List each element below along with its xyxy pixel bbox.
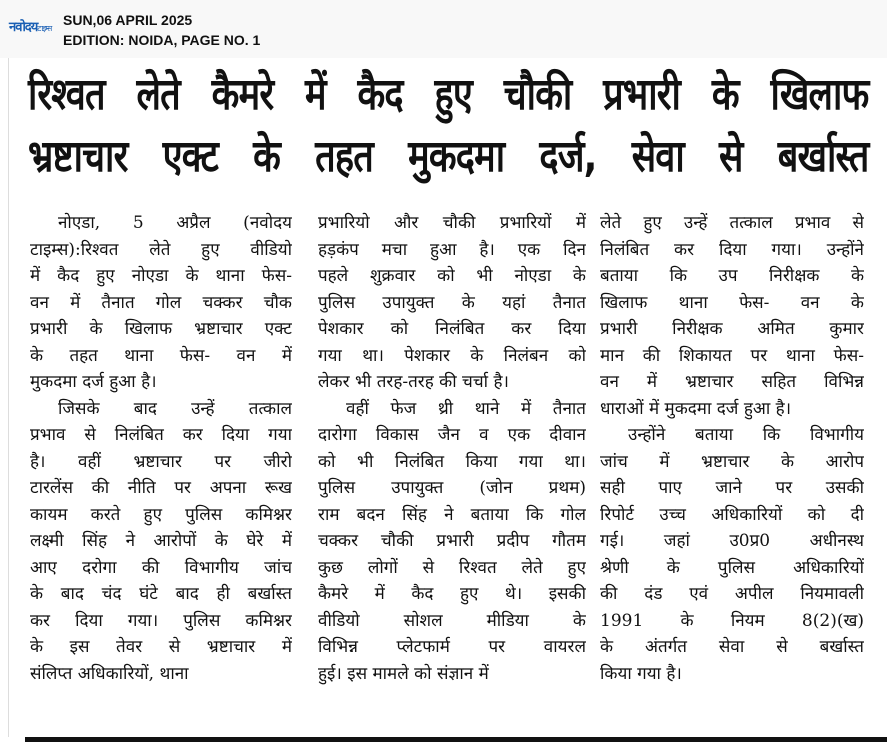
- article-text-line: धाराओं में मुकदमा दर्ज हुआ है।: [600, 398, 792, 419]
- article-text-line: चक्कर चौकी प्रभारी प्रदीप गौतम: [318, 531, 586, 551]
- article-text-line: जिसके बाद उन्हें तत्काल: [58, 398, 292, 419]
- article-text-line: विभिन्न प्लेटफार्म पर वायरल: [318, 637, 586, 657]
- article-text-line: की दंड एवं अपील नियमावली: [600, 584, 864, 604]
- article-text-line: गई। जहां उ0प्र0 अधीनस्थ: [600, 531, 864, 551]
- article-text-line: श्रेणी के पुलिस अधिकारियों: [600, 557, 864, 578]
- bottom-rule: [25, 737, 887, 742]
- article-text-line: रिपोर्ट उच्च अधिकारियों को दी: [600, 504, 864, 525]
- article-column-1: [30, 210, 292, 687]
- article-text-line: उन्होंने बताया कि विभागीय: [628, 425, 864, 445]
- article-text-line: के तहत थाना फेस- वन में: [30, 345, 292, 366]
- article-text-line: दारोगा विकास जैन व एक दीवान: [318, 425, 586, 445]
- article-text-line: के अंतर्गत सेवा से बर्खास्त: [600, 637, 864, 657]
- article-text-line: किया गया है।: [600, 663, 682, 684]
- article-text-line: के इस तेवर से भ्रष्टाचार में: [30, 637, 292, 657]
- article-text-line: गया था। पेशकार के निलंबन को: [318, 345, 586, 366]
- publication-date: SUN,06 APRIL 2025: [63, 12, 193, 28]
- article-text-line: पुलिस उपायुक्त के यहां तैनात: [318, 292, 586, 313]
- article-text-line: मुकदमा दर्ज हुआ है।: [30, 372, 157, 392]
- edition-page: EDITION: NOIDA, PAGE NO. 1: [63, 32, 261, 48]
- article-text-line: पहले शुक्रवार को भी नोएडा के: [318, 266, 586, 286]
- article-text-line: प्रभाव से निलंबित कर दिया गया: [30, 425, 292, 445]
- article-text-line: लेकर भी तरह-तरह की चर्चा है।: [318, 372, 509, 392]
- article-text-line: लक्ष्मी सिंह ने आरोपों के घेरे में: [30, 531, 292, 551]
- headline: [28, 64, 868, 188]
- headline-line-1: रिश्वत लेते कैमरे में कैद हुए चौकी प्रभारी के खिलाफ: [28, 69, 869, 120]
- article-text-line: पुलिस उपायुक्त (जोन प्रथम): [318, 478, 586, 498]
- article-text-line: निलंबित कर दिया गया। उन्होंने: [600, 239, 864, 260]
- article-text-line: टारलेंस की नीति पर अपना रूख: [30, 478, 292, 498]
- article-text-line: प्रभारी के खिलाफ भ्रष्टाचार एक्ट: [30, 319, 292, 339]
- article-text-line: कर दिया गया। पुलिस कमिश्नर: [30, 610, 292, 631]
- article-text-line: हड़कंप मचा हुआ है। एक दिन: [318, 239, 586, 260]
- article-column-3: [600, 210, 864, 687]
- article-text-line: को भी निलंबित किया गया था।: [318, 451, 586, 472]
- edition-info: [63, 10, 260, 50]
- article-text-line: प्रभारी निरीक्षक अमित कुमार: [600, 319, 864, 339]
- article-column-2: [318, 210, 586, 687]
- article-text-line: बताया कि उप निरीक्षक के: [600, 266, 864, 286]
- article-text-line: के बाद चंद घंटे बाद ही बर्खास्त: [30, 584, 292, 604]
- article-text-line: हुई। इस मामले को संज्ञान में: [318, 663, 489, 684]
- article-text-line: में कैद हुए नोएडा के थाना फेस-: [30, 266, 292, 286]
- article-text-line: राम बदन सिंह ने बताया कि गोल: [318, 504, 586, 525]
- article-text-line: सही पाए जाने पर उसकी: [600, 478, 864, 498]
- article-text-line: वीडियो सोशल मीडिया के: [318, 610, 586, 631]
- article-text-line: है। वहीं भ्रष्टाचार पर जीरो: [30, 451, 292, 472]
- article-text-line: संलिप्त अधिकारियों, थाना: [30, 663, 189, 684]
- headline-line-2: भ्रष्टाचार एक्ट के तहत मुकदमा दर्ज, सेवा से बर्खास्त: [28, 131, 869, 182]
- clipping-header: [0, 0, 887, 58]
- article-text-line: वन में भ्रष्टाचार सहित विभिन्न: [600, 372, 864, 392]
- article-text-line: कुछ लोगों से रिश्वत लेते हुए: [318, 557, 586, 578]
- article-text-line: मान की शिकायत पर थाना फेस-: [600, 345, 864, 366]
- article-text-line: वन में तैनात गोल चक्कर चौक: [30, 292, 292, 313]
- article-text-line: कायम करते हुए पुलिस कमिश्नर: [30, 504, 292, 525]
- article-text-line: कैमरे में कैद हुए थे। इसकी: [318, 584, 586, 604]
- article-text-line: जांच में भ्रष्टाचार के आरोप: [600, 451, 864, 472]
- article-text-line: आए दरोगा की विभागीय जांच: [30, 557, 292, 578]
- article-text-line: नोएडा, 5 अप्रैल (नवोदय: [58, 213, 292, 233]
- article-text-line: लेते हुए उन्हें तत्काल प्रभाव से: [600, 213, 864, 233]
- article-text-line: प्रभारियो और चौकी प्रभारियों में: [318, 213, 586, 233]
- article-text-line: वहीं फेज थ्री थाने में तैनात: [346, 398, 586, 419]
- article-text-line: टाइम्स):रिश्वत लेते हुए वीडियो: [30, 239, 292, 260]
- article-text-line: खिलाफ थाना फेस- वन के: [600, 292, 864, 313]
- article-text-line: पेशकार को निलंबित कर दिया: [318, 319, 586, 339]
- article-text-line: 1991 के नियम 8(2)(ख): [600, 610, 864, 631]
- newspaper-logo: नवोदयटाइम्स: [9, 20, 52, 35]
